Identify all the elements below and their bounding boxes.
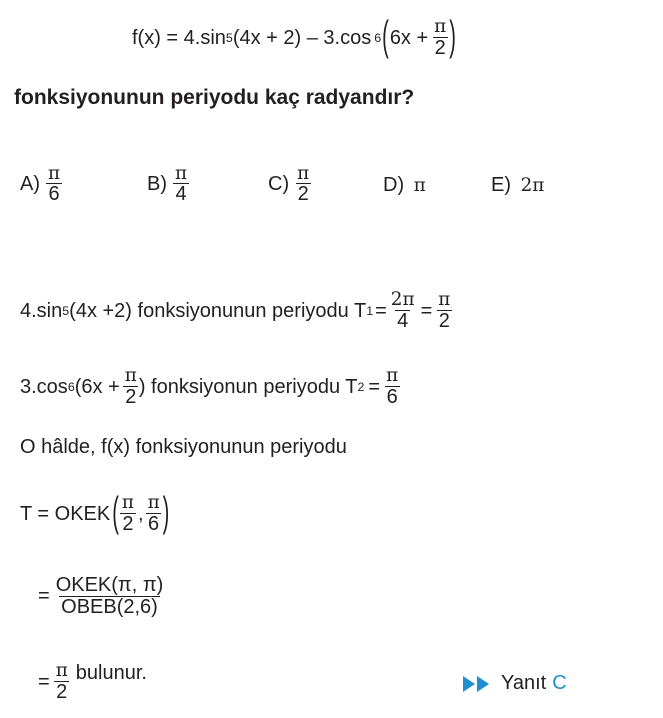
- solution-line-4: T = OKEK ( $\frac{\pi}{2}$ , $\frac{\pi}{6}$ ): [20, 489, 170, 537]
- option-b[interactable]: [147, 164, 189, 205]
- question-formula: f(x) = 4.sin 5 (4x + 2) – 3.cos 6 ( 6x + $\frac{\pi}{2}$ ): [132, 13, 456, 61]
- formula-start: f(x) = 4.sin: [132, 26, 226, 49]
- double-arrow-icon: [463, 676, 475, 692]
- final-fraction: $\frac{\pi}{2}$: [55, 660, 68, 703]
- option-c-value: $\frac{\pi}{2}$: [297, 163, 310, 206]
- okek-arg-2: $\frac{\pi}{6}$: [147, 492, 160, 535]
- answer-badge: [463, 672, 567, 695]
- option-d[interactable]: [383, 174, 426, 197]
- question-prompt: fonksiyonunun periyodu kaç radyandır?: [14, 86, 415, 109]
- solution-line-2: 3.cos 6 (6x + $\frac{\pi}{2}$ ) fonksiyonun periyodu T 2 = $\frac{\pi}{6}$: [20, 365, 399, 408]
- solution-fraction-2pi-over-4: $\frac{2\pi}{4}$: [390, 289, 415, 332]
- okek-arg-1: $\frac{\pi}{2}$: [121, 492, 134, 535]
- option-a-value: $\frac{\pi}{6}$: [48, 163, 61, 206]
- formula-pi-over-2: $\frac{\pi}{2}$: [434, 16, 447, 59]
- answer-label: Yanıt: [501, 672, 547, 694]
- solution-fraction-pi-over-2: $\frac{\pi}{2}$: [438, 289, 451, 332]
- option-c[interactable]: [268, 164, 311, 205]
- solution-line-1: 4.sin 5 (4x +2) fonksiyonunun periyodu T 1 = $\frac{2\pi}{4}$ = $\frac{\pi}{2}$: [20, 289, 451, 332]
- option-a-label: A): [20, 173, 40, 196]
- option-b-value: $\frac{\pi}{4}$: [175, 163, 188, 206]
- option-a[interactable]: [20, 164, 62, 205]
- option-d-value: π: [413, 175, 426, 196]
- option-e-value: 2π: [520, 175, 545, 196]
- option-b-label: B): [147, 173, 167, 196]
- solution-line-5: = $\frac{\text{OKEK(π, π)}}{\text{OBEB(2,6)}}$: [38, 573, 164, 618]
- option-e[interactable]: [491, 174, 544, 197]
- formula-term1: (4x + 2) – 3.cos: [232, 26, 372, 49]
- solution-line-3: O hâlde, f(x) fonksiyonunun periyodu: [20, 436, 347, 458]
- formula-inner: 6x +: [389, 26, 429, 49]
- solution-line-6: = $\frac{\pi}{2}$ bulunur.: [38, 660, 147, 703]
- option-d-label: D): [383, 174, 405, 196]
- option-e-label: E): [491, 174, 511, 196]
- double-arrow-icon-2: [477, 676, 489, 692]
- option-c-label: C): [268, 173, 290, 196]
- solution-line2-pi-over-2: $\frac{\pi}{2}$: [124, 365, 137, 408]
- solution-line2-pi-over-6: $\frac{\pi}{6}$: [386, 365, 399, 408]
- answer-letter: C: [552, 672, 567, 694]
- okek-obeb-fraction: $\frac{\text{OKEK(π, π)}}{\text{OBEB(2,6)}}$: [55, 573, 164, 618]
